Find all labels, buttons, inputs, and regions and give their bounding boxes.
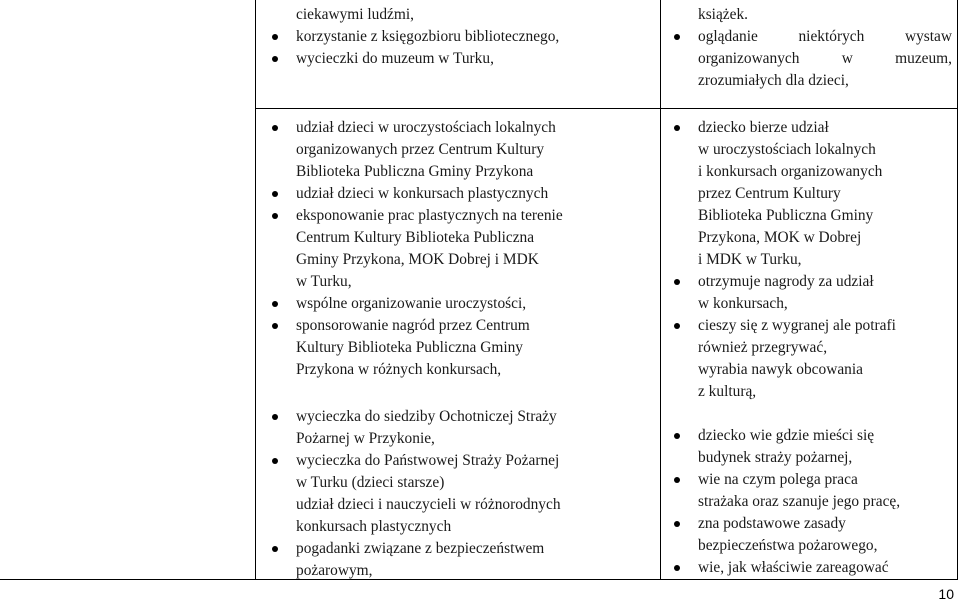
word: muzeum, xyxy=(895,50,952,67)
list-item-text: Gminy Przykona, MOK Dobrej i MDK xyxy=(296,251,539,268)
list-item-text: książek. xyxy=(698,6,748,23)
list-item-text: ciekawymi ludźmi, xyxy=(296,6,414,23)
bullet-list-item xyxy=(698,315,896,337)
word: niektórych xyxy=(798,28,865,45)
list-item-continuation xyxy=(698,227,896,249)
list-item-text: wspólne organizowanie uroczystości, xyxy=(296,295,527,312)
list-item-text: Centrum Kultury Biblioteka Publiczna xyxy=(296,229,535,246)
list-item-text: otrzymuje nagrody za udział xyxy=(698,273,874,290)
list-item-continuation xyxy=(296,161,563,183)
list-item-continuation xyxy=(296,560,561,582)
list-item-text: eksponowanie prac plastycznych na terenie xyxy=(296,207,563,224)
list-item-text: zrozumiałych dla dzieci, xyxy=(698,72,849,89)
list-item-text: Biblioteka Publiczna Gminy xyxy=(698,207,874,224)
list-item-text: sponsorowanie nagród przez Centrum xyxy=(296,317,530,334)
list-item-continuation xyxy=(698,447,900,469)
list-item-text: budynek straży pożarnej, xyxy=(698,449,853,466)
list-item-text: w Turku, xyxy=(296,273,352,290)
list-item-text: wie, jak właściwie zareagować xyxy=(698,559,889,576)
word: oglądanie xyxy=(698,28,758,45)
table-left-border xyxy=(255,0,256,580)
left-bottom-block xyxy=(296,406,561,582)
list-item-continuation xyxy=(296,337,563,359)
list-item-text: dziecko wie gdzie mieści się xyxy=(698,427,875,444)
bullet-list-item xyxy=(296,48,559,70)
list-item-text: dziecko bierze udział xyxy=(698,119,829,136)
list-item-continuation xyxy=(296,139,563,161)
list-item-continuation xyxy=(698,48,952,70)
list-item-continuation xyxy=(698,183,896,205)
list-item-text: Pożarnej w Przykonie, xyxy=(296,430,435,447)
list-item-continuation xyxy=(698,249,896,271)
list-item-continuation xyxy=(296,428,561,450)
list-item-text: udział dzieci w konkursach plastycznych xyxy=(296,185,549,202)
list-item-text: w Turku (dzieci starsze) xyxy=(296,474,445,491)
list-item-text: pogadanki związane z bezpieczeństwem xyxy=(296,540,545,557)
list-item-text: i konkursach organizowanych xyxy=(698,163,883,180)
word: w xyxy=(841,50,853,67)
list-item-continuation xyxy=(698,535,900,557)
list-item-continuation xyxy=(296,4,559,26)
bullet-list-item xyxy=(296,26,559,48)
list-item-text: zna podstawowe zasady xyxy=(698,515,846,532)
list-item-continuation xyxy=(698,4,952,26)
bullet-list-item xyxy=(698,425,900,447)
list-item-continuation xyxy=(296,516,561,538)
list-item-text: wyrabia nawyk obcowania xyxy=(698,361,863,378)
list-item-text: w uroczystościach lokalnych xyxy=(698,141,876,158)
list-item-continuation xyxy=(296,494,561,516)
list-item-text: pożarowym, xyxy=(296,562,373,579)
right-top-block xyxy=(698,4,952,92)
list-item-text: konkursach plastycznych xyxy=(296,518,452,535)
list-item-text: w konkursach, xyxy=(698,295,788,312)
list-item-text: również przegrywać, xyxy=(698,339,828,356)
list-item-text: wie na czym polega praca xyxy=(698,471,858,488)
list-item-text: Kultury Biblioteka Publiczna Gminy xyxy=(296,339,523,356)
table-row-divider xyxy=(255,108,958,109)
bullet-list-item xyxy=(296,538,561,560)
bullet-list-item xyxy=(698,557,900,579)
bullet-list-item xyxy=(698,26,952,48)
list-item-text: udział dzieci w uroczystościach lokalnych xyxy=(296,119,556,136)
table-column-divider xyxy=(660,0,661,580)
list-item-text: Przykona, MOK w Dobrej xyxy=(698,229,862,246)
list-item-text: wycieczki do muzeum w Turku, xyxy=(296,50,494,67)
bullet-list-item xyxy=(296,293,563,315)
page-number: 10 xyxy=(938,586,954,602)
list-item-continuation xyxy=(698,381,896,403)
list-item-text: przez Centrum Kultury xyxy=(698,185,841,202)
bullet-list-item xyxy=(698,117,896,139)
list-item-text: wycieczka do siedziby Ochotniczej Straży xyxy=(296,408,557,425)
list-item-text: Przykona w różnych konkursach, xyxy=(296,361,502,378)
list-item-continuation xyxy=(296,227,563,249)
word: organizowanych xyxy=(698,50,800,67)
bullet-list-item xyxy=(698,271,896,293)
list-item-text: udział dzieci i nauczycieli w różnorodnych xyxy=(296,496,561,513)
right-bottom-block xyxy=(698,425,900,579)
list-item-continuation xyxy=(698,491,900,513)
list-item-continuation xyxy=(698,337,896,359)
list-item-text: bezpieczeństwa pożarowego, xyxy=(698,537,878,554)
list-item-text: cieszy się z wygranej ale potrafi xyxy=(698,317,896,334)
list-item-continuation xyxy=(698,139,896,161)
word: wystaw xyxy=(904,28,952,45)
list-item-text: i MDK w Turku, xyxy=(698,251,802,268)
list-item-continuation xyxy=(698,293,896,315)
bullet-list-item xyxy=(698,469,900,491)
bullet-list-item xyxy=(296,183,563,205)
list-item-continuation xyxy=(296,271,563,293)
list-item-text: strażaka oraz szanuje jego pracę, xyxy=(698,493,901,510)
bullet-list-item xyxy=(296,450,561,472)
bullet-list-item xyxy=(296,406,561,428)
list-item-continuation xyxy=(296,472,561,494)
list-item-continuation xyxy=(698,161,896,183)
list-item-continuation xyxy=(296,249,563,271)
list-item-continuation xyxy=(698,359,896,381)
bullet-list-item xyxy=(296,117,563,139)
bullet-list-item xyxy=(698,513,900,535)
list-item-continuation xyxy=(698,205,896,227)
list-item-text: Biblioteka Publiczna Gminy Przykona xyxy=(296,163,534,180)
list-item-continuation xyxy=(296,359,563,381)
left-mid-block xyxy=(296,117,563,381)
bullet-list-item xyxy=(296,315,563,337)
list-item-text: korzystanie z księgozbioru bibliotecznego, xyxy=(296,28,560,45)
bullet-list-item xyxy=(296,205,563,227)
list-item-continuation xyxy=(698,70,952,92)
right-mid-block xyxy=(698,117,896,403)
list-item-text: organizowanych przez Centrum Kultury xyxy=(296,141,545,158)
list-item-text: wycieczka do Państwowej Straży Pożarnej xyxy=(296,452,560,469)
left-top-block xyxy=(296,4,559,70)
list-item-text: z kulturą, xyxy=(698,383,757,400)
